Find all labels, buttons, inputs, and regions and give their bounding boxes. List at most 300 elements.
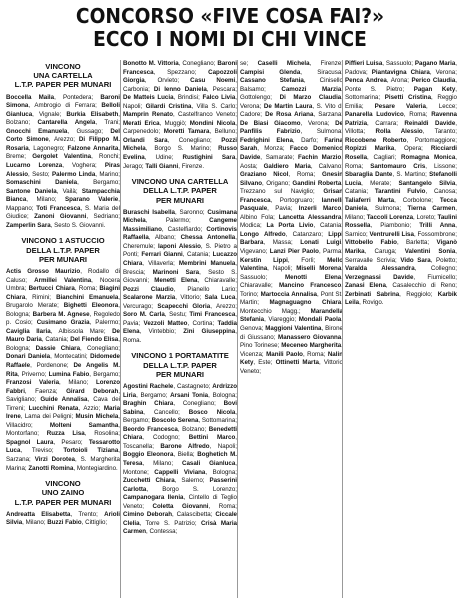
winner-town: , Villotta; — [345, 119, 457, 136]
winner-name: Cassano Stefania — [240, 77, 304, 85]
winner-name: Baroni Francesca — [123, 60, 237, 76]
winner-name: Manili Paolo — [266, 350, 303, 358]
winner-town: , Sarzana; — [313, 111, 343, 119]
winner-name: Bovi Sabina — [123, 400, 237, 416]
winner-name: Graziano Nicol — [240, 171, 289, 179]
winner-name: Rolla Alessio — [375, 128, 423, 136]
winner-name: Donari Daniela — [6, 353, 51, 361]
winner-name: Mondali Paola — [298, 316, 342, 324]
winner-name: Di Marzo Claudia — [279, 94, 342, 102]
winners-list — [6, 268, 120, 473]
winner-name: Pagan Kety — [413, 85, 456, 93]
winner-name: Marinoni Sara — [152, 268, 200, 276]
winner-town: , Opera; — [394, 145, 431, 153]
winner-town: , Chiaravalle; — [197, 277, 237, 285]
winner-town: , Nocera Umbra; — [6, 276, 120, 293]
winner-town: , Merate; — [361, 179, 399, 187]
winner-name: Scalarone Marzia — [123, 294, 176, 302]
winner-name: Pozzi Michela — [123, 136, 237, 153]
winner-town: , Pavia; — [267, 205, 299, 213]
winner-name: Capozzoli Giorgia — [123, 68, 237, 85]
winner-name: Ottinetti Marta — [275, 359, 319, 367]
winner-name: Soro M. Carla — [123, 311, 165, 319]
column-divider — [342, 60, 343, 598]
winner-town: , Verona; — [300, 119, 336, 127]
winner-name: Zanoni Giovanni — [34, 213, 87, 221]
winner-name: Lumina Fabio — [48, 370, 90, 378]
winner-town: , Chiaravalle; — [240, 273, 343, 290]
winner-name: Virzi Dorotea — [34, 456, 75, 463]
winner-town: , Cagliari; — [367, 154, 401, 162]
winner-town: , Bologna; — [6, 302, 120, 318]
winner-town: , Rimini; — [25, 293, 57, 301]
winner-name: La Porta Livio — [266, 222, 314, 230]
winner-name: Varalda Alessandra — [345, 265, 415, 273]
winner-town: , Montegiardino. — [73, 464, 118, 472]
winner-town: , Salerno; — [174, 477, 210, 485]
winner-town: , Voghera; — [62, 161, 105, 169]
winner-town: , Villacidro; — [6, 413, 120, 429]
prize-section-title — [6, 236, 120, 264]
winner-town: , Albino Fola; — [240, 205, 343, 221]
winner-town: , Carrara; — [367, 119, 405, 127]
winner-name: Passerini Carlotta — [123, 477, 237, 493]
winner-name: Taddia Elena — [123, 319, 237, 336]
winner-name: Caviglia Ilaria — [6, 327, 51, 335]
winner-name: Perico Claudia — [411, 77, 456, 85]
winner-town: , Portomaggiore; — [406, 136, 457, 144]
winner-town: , Taranto; — [422, 128, 457, 136]
winner-town: , Napoli; — [209, 442, 237, 450]
winner-town: , Savigliano; — [6, 387, 120, 404]
winner-town: , Ambrogio di Ferrara; — [28, 102, 102, 110]
winner-name: Taccoli Lorenza — [366, 213, 414, 221]
winner-town: , Vercurago; — [123, 294, 237, 310]
winner-town: , Vigevano; — [240, 239, 343, 256]
winner-town: , Calascibetta; — [171, 511, 216, 519]
winner-name: Penca Andrea — [345, 77, 387, 85]
winner-name: Tarantini Fulvio — [374, 188, 426, 196]
winner-town: , Firenze. — [178, 162, 205, 170]
winner-name: Bertucci Chiara — [28, 285, 75, 293]
column-1 — [6, 60, 120, 598]
winner-name: Coletta Giovanni — [152, 502, 209, 510]
winner-name: Chessa Antonella — [180, 234, 236, 242]
winners-list — [345, 60, 457, 308]
winner-town: , Palermo; — [89, 319, 120, 327]
winner-town: , Verona; — [240, 94, 343, 110]
winner-name: Del Corto Simone — [6, 127, 120, 144]
winner-name: Valentini Sonia — [404, 248, 456, 256]
winner-town: , Catania; — [182, 251, 213, 259]
winner-town: , Cava dei Tirreni; — [6, 396, 120, 412]
winner-town: , Ronchi; — [91, 153, 120, 161]
column-4 — [345, 60, 457, 598]
winner-town: , Torre S. Patrizio; — [139, 519, 201, 527]
winner-name: Lanzi Pier Paolo — [269, 248, 319, 256]
winner-town: , Piambonio; — [370, 222, 420, 230]
winner-town: , Arezzo; — [210, 302, 237, 310]
section-title-line: PER MUNARI — [155, 369, 205, 379]
winner-name: Bonotto M. Vittoria — [123, 60, 179, 67]
winner-name: Belloli Gianluca — [6, 102, 120, 118]
winner-name: Di Ienno Daniela — [153, 85, 207, 93]
winner-town: , Conegliano; — [167, 136, 222, 144]
winner-town: , Barletta; — [396, 239, 437, 247]
winner-town: , Udine; — [144, 154, 183, 162]
winner-name: Agostini Rachele — [123, 383, 174, 391]
prize-section-title — [6, 479, 120, 507]
winner-name: Piffieri Luisa — [345, 60, 383, 67]
winner-name: Magnaguagno Chiara — [269, 299, 342, 307]
winner-name: Galdiero Maria — [263, 162, 311, 170]
winner-town: , Napoli; — [123, 94, 237, 110]
winner-town: , Catania; — [41, 336, 71, 344]
winner-name: Zerbinati Sabrina — [345, 290, 400, 298]
winner-town: , Sarzana; — [6, 447, 120, 463]
winner-name: Buraschi Isabella — [123, 208, 175, 216]
winner-town: , Castagneto; — [173, 383, 213, 391]
winner-name: Gandini Roberta — [292, 179, 342, 187]
winner-town: , Portogruaro; — [270, 196, 322, 204]
winner-name: Bianchini Emanuela — [56, 293, 119, 301]
winner-town: , Rodallo di Caluso; — [6, 267, 120, 284]
winner-town: , Conegliano; — [178, 60, 218, 67]
section-title-line: DELLA L.T.P. PAPER — [143, 186, 217, 196]
winner-town: , Sulmona; — [300, 128, 343, 136]
winner-town: , Catania; — [313, 222, 343, 230]
winner-town: , S. Maria del Giudice; — [6, 204, 120, 221]
winner-name: Pagano Maria — [414, 60, 456, 67]
winner-name: Meceneo Margherita — [281, 342, 342, 350]
winner-name: Barone Alfredo — [160, 442, 210, 450]
winner-town: , Cheremule; — [123, 234, 237, 250]
winner-town: , Conegliano; — [80, 344, 120, 352]
winner-town: , Trezzano sul Naviglio; — [240, 179, 343, 196]
winner-name: Benedetti Chiara — [123, 425, 237, 442]
winner-name: Bighetti Eleonora — [63, 302, 119, 310]
winner-town: , Pordenone; — [30, 361, 74, 369]
winner-town: , Darfo; — [292, 136, 325, 144]
winner-name: Arsani Tonia — [170, 391, 209, 399]
winner-town: , Priverno; — [17, 370, 49, 378]
winner-name: Ricciardi Rosella — [345, 145, 457, 162]
winner-town: , Pesaro; — [53, 438, 89, 446]
winner-name: Tessarotto Luca — [6, 438, 120, 455]
winner-name: Beordo Francesca — [123, 425, 178, 433]
winner-town: , Forlì; — [287, 256, 328, 264]
winner-name: Cimino Deborah — [123, 511, 172, 519]
winner-name: Facco Domenico Davide — [240, 145, 343, 162]
winner-name: Cappelli Viviana — [154, 468, 206, 476]
winner-name: Boscolo Serena — [151, 417, 199, 425]
winner-town: , Pavia; — [123, 311, 237, 327]
winner-name: Reinaldi Davide — [404, 119, 456, 127]
winner-name: De Matteis Lucia — [123, 94, 174, 102]
winner-town: , Pianello Lario; — [173, 285, 237, 293]
winner-town: , Sottomarina; — [198, 417, 237, 425]
winner-name: Ropizzi Marika — [345, 145, 395, 153]
winner-town: , Montorfano; — [6, 421, 120, 438]
winner-name: Gnocchi Emanuela — [6, 127, 68, 135]
winner-name: Cusimana Michela — [123, 208, 237, 225]
winner-name: Pesare Valeria — [374, 102, 426, 110]
winner-name: Vezzoli Matteo — [143, 319, 188, 327]
winner-town: , Montecchio Magg.; — [240, 299, 343, 315]
winner-name: Vittobello Fabio — [345, 239, 397, 247]
winner-name: Marandella Stefania — [240, 307, 343, 324]
winner-town: , Serravalle Scrivia; — [345, 248, 457, 264]
winner-town: , Villaverla; — [142, 260, 179, 267]
winner-name: Girard Deborah — [66, 387, 119, 395]
winner-name: Panarella Ludovico — [345, 111, 404, 119]
winner-town: , Bergamo; — [136, 391, 171, 399]
winner-name: Tortoioli Tiziana — [63, 447, 119, 455]
winner-town: , Brindisi; — [173, 94, 203, 102]
winner-town: , Pino Torinese; — [240, 333, 343, 350]
winner-name: Zucchetti Chiara — [123, 477, 175, 485]
winner-name: Moretti Tamara — [163, 128, 210, 136]
winner-name: Cortinovis Raffaella — [123, 225, 237, 242]
winner-name: Pozzi Claudio — [123, 285, 174, 293]
winner-name: Tierna Carmen — [407, 205, 456, 213]
winner-town: , Roma. — [123, 328, 237, 344]
section-title-line: DELLA L.T.P. PAPER — [143, 360, 217, 370]
section-title-line: UNA CARTELLA — [33, 71, 93, 81]
winner-town: , Sassuolo; — [240, 265, 343, 281]
winner-name: Actis Grosso Maurizio — [6, 267, 81, 275]
winner-town: , Bolzano; — [6, 110, 120, 127]
winner-name: Riccobene Roberto — [345, 136, 407, 144]
winners-list — [240, 60, 343, 376]
winner-name: Musin Michela — [75, 413, 119, 421]
winner-town: , Caruga; — [364, 248, 405, 256]
winner-town: , Muggiò; — [159, 119, 190, 127]
winner-town: , Spezzano; — [153, 68, 209, 76]
winner-name: Miselli Morena — [296, 265, 342, 273]
winner-town: , Sassuolo; — [382, 60, 415, 67]
winner-name: Manassero Giovanna — [278, 333, 342, 341]
winner-town: , Sulmona; — [367, 205, 408, 213]
winner-town: , Roma; — [403, 111, 432, 119]
winner-name: Mondini Nicola — [189, 119, 236, 127]
winner-town: , Montecatini; — [50, 353, 91, 361]
winner-name: Martoccia Annalisa — [260, 290, 317, 298]
winner-town: , Fiumicello; — [413, 273, 457, 281]
winner-town: , Parma; — [318, 248, 343, 256]
winner-name: Bettini Marco — [188, 434, 236, 442]
winner-name: Ferrari Gianni — [141, 251, 183, 259]
winner-name: Romagna Monica — [400, 154, 456, 162]
winner-name: Boggio Eleonora — [123, 451, 174, 459]
winner-town: , Sesto S. Giovanni. — [50, 221, 106, 229]
winner-town: , Albano; — [148, 234, 181, 242]
winner-town: , Napoli; — [267, 265, 297, 273]
winner-town: , Sarnico; — [345, 222, 457, 238]
winner-name: Crisà Maria Carmen — [123, 519, 237, 536]
winner-name: Nalin Kety — [240, 350, 343, 367]
section-title-line: VINCONO UNA CARTELLA — [131, 177, 229, 187]
winner-town: , Reggiolo; — [399, 290, 438, 298]
winner-name: Del Fiendo Elisa — [70, 336, 119, 344]
winner-town: , Origano; — [262, 179, 293, 187]
winner-name: Baroni Simona — [6, 93, 120, 110]
winner-town: , Conegliano; — [173, 400, 224, 408]
winner-town: , Poletto; — [430, 256, 457, 264]
winner-name: Talli Gianni — [145, 162, 179, 170]
winner-name: Trilli Anna — [419, 222, 456, 230]
winner-town: , Orvieto; — [144, 77, 191, 85]
winner-town: , Roma; — [288, 171, 323, 179]
winner-town: , S. Vito di Cadore; — [240, 102, 343, 119]
winner-town: , Bergamo; — [77, 179, 120, 187]
winner-town: , Gussago; — [67, 127, 111, 135]
winner-town: , Codogno; — [142, 434, 189, 442]
winner-town: , Roma; — [74, 285, 100, 293]
prize-section-title — [123, 351, 237, 379]
winner-town: , Villa S. Carlo; — [191, 102, 237, 110]
winner-town: , Vailà; — [56, 187, 82, 195]
winner-town: , Treviso; — [20, 447, 64, 455]
winner-name: Stefanolli Lucia — [345, 171, 457, 187]
winner-name: Timi Francesca — [189, 311, 236, 319]
winner-name: Karbik Leila — [345, 290, 457, 307]
winner-town: , Lama dei Peligni; — [20, 413, 76, 421]
winner-town: , Modica; — [240, 213, 343, 230]
section-title-line: DELLA L.T.P. PAPER — [26, 245, 100, 255]
winner-town: se; — [240, 60, 258, 67]
winner-name: Cangeme Massimiliano — [123, 217, 237, 233]
winner-name: Dassie Chiara — [35, 344, 81, 352]
winner-town: , Reggio Emilia; — [345, 94, 457, 110]
winner-town: , Torino; — [240, 282, 343, 298]
winner-town: , Arona; — [386, 77, 412, 85]
winner-town: , Roma; — [345, 154, 457, 170]
winner-name: De Panfilis Fabrizio — [240, 119, 343, 136]
winner-name: Bosco Nicola — [188, 408, 236, 416]
winner-name: Mamprin Renato — [123, 111, 174, 119]
winner-town: , Marino; — [95, 170, 120, 178]
winner-name: Russo Evelina — [123, 145, 237, 162]
section-title-line: VINCONO 1 ASTUCCIO — [21, 236, 105, 246]
winner-town: , Genova; — [240, 316, 343, 332]
winner-name: Falzone Annarita — [67, 144, 119, 152]
winner-town: , Bergamo; — [89, 370, 120, 378]
winner-town: , Sesto; — [28, 170, 52, 178]
winner-town: , Trento; — [70, 510, 105, 518]
section-title-line: VINCONO — [45, 62, 81, 71]
winner-town: , Lissone; — [425, 162, 457, 170]
winner-town: , Castelfranco Veneto; — [173, 111, 237, 119]
winner-town: , Carpenedolo; — [123, 119, 237, 136]
winner-name: Lancetta Alessandra — [278, 213, 342, 221]
winner-name: Gergolet Valentina — [32, 153, 92, 161]
winner-town: , Pontedera; — [54, 93, 101, 101]
section-title-line: VINCONO 1 PORTAMATITE — [131, 351, 229, 361]
winner-town: , Loreto; — [413, 213, 438, 221]
winner-name: Scapecchi Gloria — [157, 302, 211, 310]
winner-name: Palermo Linda — [52, 170, 96, 178]
winner-name: Casali Gianluca — [181, 460, 236, 467]
winner-name: Orlandi Sara — [123, 136, 168, 144]
winner-name: Kerstin Lippi — [240, 256, 288, 264]
winner-town: , Sedriano; — [86, 213, 120, 221]
winner-name: Lorenzo Fabbri — [6, 379, 120, 395]
winner-name: Braghin Chiara — [123, 400, 174, 408]
winner-name: Di Filippo M. Rosaria — [6, 136, 120, 152]
winner-name: Barbera M. Agnese — [32, 310, 90, 318]
winner-name: Fedrighini Elena — [240, 136, 293, 144]
winner-town: , Mappano; — [6, 196, 120, 212]
winner-name: Lucazzo Chiara — [123, 251, 237, 267]
winner-name: Tecca Daniela — [345, 196, 457, 213]
prize-section-title — [123, 177, 237, 205]
winner-name: Guide Annalisa — [40, 396, 88, 404]
winner-town: , Toscanella; — [123, 434, 237, 450]
winner-name: Mello Valentina — [240, 256, 343, 273]
section-title-line: PER MUNARI — [155, 195, 205, 205]
winner-name: Buzzi Fabio — [47, 519, 82, 527]
winner-name: Menetti Elena — [154, 277, 198, 285]
winner-town: , Borgo S. Lorenzo; — [146, 485, 237, 493]
winner-town: , Jerago; — [123, 154, 237, 170]
winner-name: Molteni Samantha — [49, 421, 119, 429]
winner-name: Grisan Francesca — [240, 188, 343, 204]
winner-name: Caselli Michela — [257, 60, 310, 67]
winner-name: Armillei Valentina — [34, 276, 92, 284]
winner-town: , Trani; — [95, 119, 120, 127]
winner-name: Pisetti Cristina — [384, 94, 432, 102]
winner-town: , Milano; — [22, 519, 48, 527]
winner-name: Taulini Rossella — [345, 213, 457, 230]
winner-town: , Azzio; — [78, 404, 104, 412]
winner-name: Falco Livia — [202, 94, 236, 102]
winner-town: , Catania; — [345, 179, 457, 196]
winner-name: De Angelis M. Rita — [6, 361, 120, 378]
winner-town: , Faenza; — [24, 387, 67, 395]
winner-name: Somaschini Daniela — [6, 179, 78, 187]
winner-name: Zanotti Romina — [28, 464, 74, 472]
winner-name: Cantarella Angela — [37, 119, 96, 127]
winner-town: , Samarate; — [260, 154, 298, 162]
winner-town: , Pescara; — [206, 85, 237, 93]
winner-name: Biagini Chiara — [6, 285, 120, 301]
winner-town: , Cintello di Teglio Veneto; — [123, 494, 237, 510]
winner-town: , Brescia; — [123, 260, 237, 276]
section-title-line: L.T.P. PAPER PER MUNARI — [14, 80, 112, 90]
winner-name: Santangelo Silvia — [398, 179, 456, 187]
winner-name: Sparano Valerie — [65, 196, 119, 204]
winner-name: Longo Alfredo — [240, 230, 286, 238]
winner-name: Verzegnassi Davide — [345, 273, 414, 281]
winner-name: Franzosi Valeria — [6, 379, 60, 387]
winner-name: Zamperlin Sara — [6, 221, 51, 229]
winner-town: , Milano; — [59, 379, 96, 387]
winner-town: , Palermo; — [145, 217, 210, 225]
prize-section-title — [6, 62, 120, 90]
winner-town: , Contessa; — [146, 528, 178, 536]
section-title-line: VINCONO — [45, 479, 81, 489]
winner-name: Camozzi Marzia — [281, 85, 342, 93]
winner-name: Ventrurelli Lisa — [369, 230, 414, 238]
winner-town: , Massa; — [263, 239, 301, 247]
winner-name: De Rosa Ariana — [265, 111, 314, 119]
winner-name: Lucchini Renata — [28, 404, 79, 412]
winner-town: , Sottomarina; — [345, 85, 457, 102]
winner-name: Menotti Elena — [284, 273, 342, 281]
winner-town: , Biella; — [173, 451, 198, 459]
winner-name: Burkia Elisabeth — [66, 110, 119, 118]
